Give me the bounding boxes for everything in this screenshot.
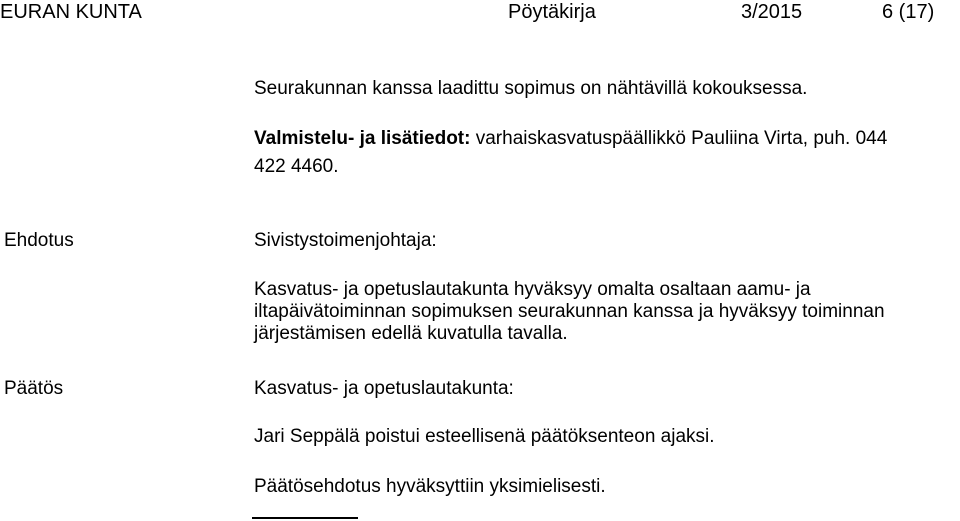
organization-name: EURAN KUNTA	[0, 1, 142, 23]
decision-body: Kasvatus- ja opetuslautakunta:	[254, 378, 514, 399]
signature-rule	[252, 517, 358, 519]
proposal-line: iltapäivätoiminnan sopimuksen seurakunnan kanssa ja hyväksyy toiminnan	[254, 301, 885, 322]
proposer: Sivistystoimenjohtaja:	[254, 230, 437, 251]
proposal-label: Ehdotus	[4, 230, 74, 251]
decision-label: Päätös	[4, 378, 64, 399]
agreement-note: Seurakunnan kanssa laadittu sopimus on nähtävillä kokouksessa.	[254, 78, 808, 99]
decision-result: Päätösehdotus hyväksyttiin yksimielisesti.	[254, 476, 606, 497]
disqualification-note: Jari Seppälä poistui esteellisenä päätöksenteon ajaksi.	[254, 426, 715, 447]
proposal-line: järjestämisen edellä kuvatulla tavalla.	[254, 323, 568, 344]
proposal-text	[254, 279, 954, 345]
preparation-contact: varhaiskasvatuspäällikkö Pauliina Virta, puh. 044	[470, 128, 888, 149]
preparation-info	[254, 128, 887, 150]
preparation-contact-continued: 422 4460.	[254, 156, 339, 177]
proposal-line: Kasvatus- ja opetuslautakunta hyväksyy omalta osaltaan aamu- ja	[254, 279, 811, 300]
page-indicator: 6 (17)	[882, 1, 935, 23]
document-number: 3/2015	[741, 1, 803, 23]
document-type: Pöytäkirja	[508, 1, 596, 23]
preparation-label: Valmistelu- ja lisätiedot:	[254, 128, 471, 149]
